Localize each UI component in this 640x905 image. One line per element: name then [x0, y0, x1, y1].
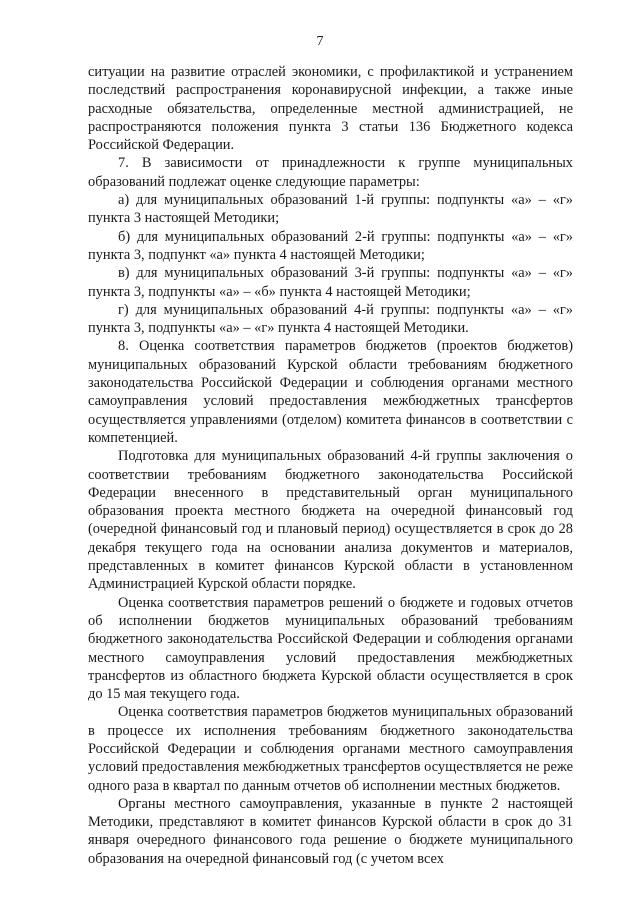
paragraph-item-8: 8. Оценка соответствия параметров бюджетов (проектов бюджетов) муниципальных образований Курской области требованиям бюджетного законодательства Российской Федерации и соблюдения органами местного самоуправления условий предоставления межбюджетных трансфертов осуществляется управлениями (отделом) комитета финансов в соответствии с компетенцией. — [88, 338, 573, 446]
subitem-g: г) для муниципальных образований 4-й группы: подпункты «а» – «г» пункта 3, подпункты «а» – «г» пункта 4 настоящей Методики. — [88, 301, 573, 337]
document-body — [88, 63, 573, 868]
paragraph-continuation: ситуации на развитие отраслей экономики, с профилактикой и устранением последствий распространения коронавирусной инфекции, а также иные расходные обязательства, определенные местной администрацией, не распространяются положения пункта 3 статьи 136 Бюджетного кодекса Российской Федерации. — [88, 64, 573, 154]
paragraph-local-authorities: Органы местного самоуправления, указанные в пункте 2 настоящей Методики, представляют в комитет финансов Курской области в срок до 31 января очередного финансового года решение о бюджете муниципального образования на очередной финансовый год (с учетом всех — [88, 795, 573, 867]
paragraph-preparation: Подготовка для муниципальных образований 4-й группы заключения о соответствии требованиям бюджетного законодательства Российской Федерации внесенного в представительный орган муниципального образования проекта местного бюджета на очередной финансовый год (очередной финансовый год и плановый период) осуществляется в срок до 28 декабря текущего года на основании анализа документов и материалов, представленных в комитет финансов Курской области в установленном Администрацией Курской области порядке. — [88, 448, 573, 593]
subitem-a: а) для муниципальных образований 1-й группы: подпункты «а» – «г» пункта 3 настоящей Методики; — [88, 192, 573, 227]
subitem-b: б) для муниципальных образований 2-й группы: подпункты «а» – «г» пункта 3, подпункт «а» пункта 4 настоящей Методики; — [88, 228, 573, 263]
paragraph-assessment-execution: Оценка соответствия параметров бюджетов муниципальных образований в процессе их исполнения требованиям бюджетного законодательства Российской Федерации и соблюдения органами местного самоуправления условий предоставления межбюджетных трансфертов осуществляется не реже одного раза в квартал по данным отчетов об исполнении местных бюджетов. — [88, 704, 573, 794]
subitem-v: в) для муниципальных образований 3-й группы: подпункты «а» – «г» пункта 3, подпункты «а» – «б» пункта 4 настоящей Методики; — [88, 265, 573, 300]
page-number: 7 — [316, 34, 324, 49]
paragraph-assessment-decisions: Оценка соответствия параметров решений о бюджете и годовых отчетов об исполнении бюджетов муниципальных образований требованиям бюджетного законодательства Российской Федерации и соблюдения органами местного самоуправления условий предоставления межбюджетных трансфертов из областного бюджета Курской области осуществляется в срок до 15 мая текущего года. — [88, 594, 573, 703]
paragraph-item-7: 7. В зависимости от принадлежности к группе муниципальных образований подлежат оценке следующие параметры: — [88, 155, 573, 190]
